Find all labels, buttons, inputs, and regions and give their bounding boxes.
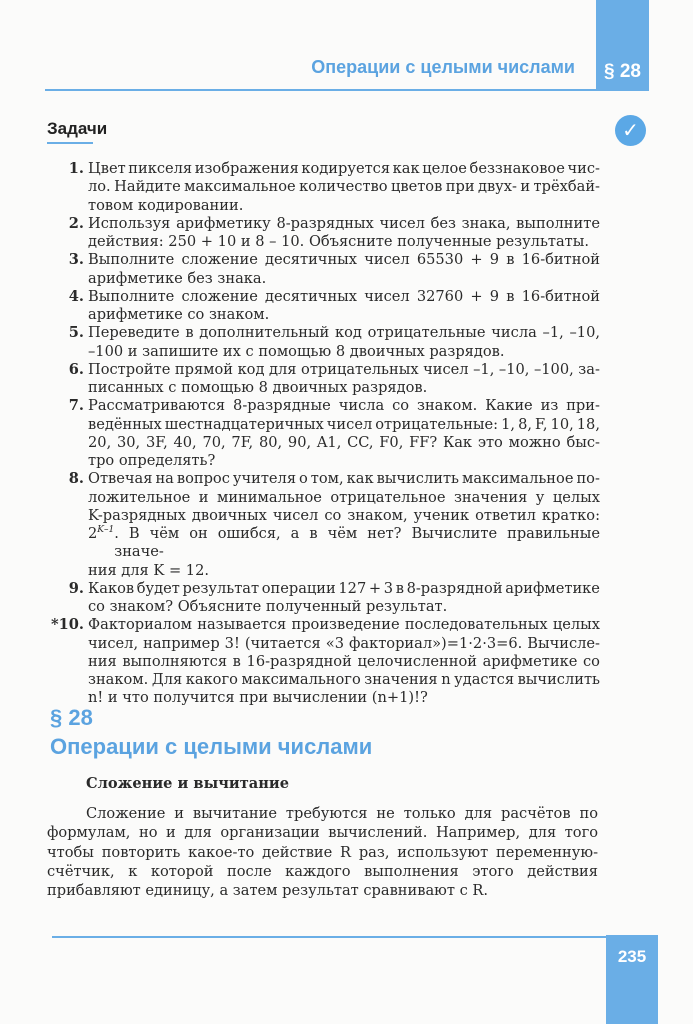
word: –100, bbox=[533, 360, 574, 378]
footer-divider bbox=[52, 936, 606, 938]
word: том, bbox=[310, 470, 344, 488]
formula bbox=[88, 525, 114, 562]
task-line: писанных с помощью 8 двоичных разрядов. bbox=[88, 379, 428, 396]
page-number: 235 bbox=[617, 947, 647, 966]
task-item bbox=[40, 288, 600, 325]
word: беззнаковое bbox=[469, 160, 565, 177]
word: и bbox=[520, 178, 531, 196]
body-paragraph bbox=[47, 804, 598, 900]
word: прямой bbox=[174, 360, 234, 378]
word: отрицательное bbox=[330, 488, 446, 506]
word: выполняются bbox=[122, 652, 228, 670]
task-line bbox=[88, 361, 600, 379]
word: 127 bbox=[338, 579, 367, 597]
section-tab-label: § 28 bbox=[604, 61, 641, 82]
word: 18, bbox=[576, 415, 600, 433]
word: чисел bbox=[326, 415, 373, 433]
word: двух- bbox=[477, 178, 517, 196]
word: кратко: bbox=[541, 506, 600, 524]
word: удастся bbox=[454, 671, 515, 688]
word: учителя bbox=[232, 470, 297, 488]
word: какого bbox=[185, 671, 238, 688]
word: максимальное bbox=[461, 470, 574, 488]
word: арифметику bbox=[176, 214, 271, 232]
task-item bbox=[40, 361, 600, 398]
word: знаком. bbox=[88, 671, 149, 688]
header-divider bbox=[45, 89, 596, 91]
word: чисел bbox=[364, 287, 410, 305]
word: при- bbox=[566, 397, 600, 415]
word: код bbox=[237, 360, 265, 378]
word: n bbox=[441, 671, 451, 688]
word: вычислить bbox=[517, 671, 600, 688]
task-number: 7. bbox=[68, 397, 84, 415]
word: максимального bbox=[241, 671, 361, 688]
task-item bbox=[40, 397, 600, 470]
word: 80, bbox=[258, 433, 283, 451]
task-line bbox=[88, 525, 600, 562]
word: трёхбай- bbox=[533, 178, 600, 196]
word: 7F, bbox=[231, 433, 254, 451]
word: Вычисле- bbox=[527, 634, 600, 652]
word: A1, bbox=[316, 433, 342, 451]
word: 70, bbox=[202, 433, 226, 451]
word: называется bbox=[197, 616, 287, 634]
task-line bbox=[88, 489, 600, 507]
running-title: Операции с целыми числами bbox=[311, 57, 575, 77]
word: количество bbox=[299, 178, 388, 196]
word: целых bbox=[552, 488, 600, 506]
word: это bbox=[477, 433, 503, 451]
word: со bbox=[392, 397, 410, 415]
word: FF? bbox=[409, 433, 438, 451]
word: как bbox=[392, 160, 420, 177]
task-line bbox=[88, 507, 600, 525]
word: пикселя bbox=[128, 160, 193, 177]
word: 16-битной bbox=[521, 251, 600, 269]
word: при bbox=[445, 178, 475, 196]
task-line: арифметике без знака. bbox=[88, 269, 267, 287]
word: 40, bbox=[173, 433, 197, 451]
word: кодируется bbox=[301, 160, 391, 177]
task-number: 5. bbox=[68, 324, 84, 342]
word: для bbox=[269, 360, 297, 378]
word: чисел, bbox=[88, 634, 139, 652]
word: на bbox=[155, 470, 174, 488]
word: максимальное bbox=[184, 178, 296, 196]
task-item bbox=[40, 324, 600, 361]
section-title: Операции с целыми числами bbox=[50, 734, 373, 759]
word: –10, bbox=[498, 360, 530, 378]
task-item bbox=[40, 215, 600, 252]
word: чис- bbox=[567, 160, 600, 177]
word: значения bbox=[453, 488, 528, 506]
word: в bbox=[506, 251, 515, 269]
word: 16-разрядной bbox=[246, 652, 352, 670]
task-line bbox=[88, 215, 600, 233]
word: как bbox=[346, 470, 374, 488]
task-line bbox=[88, 616, 600, 634]
task-line bbox=[88, 160, 600, 178]
word: со bbox=[583, 652, 600, 670]
word: в bbox=[506, 287, 515, 305]
task-line: ния для K = 12. bbox=[88, 561, 210, 579]
word: чисел bbox=[272, 506, 319, 524]
word: в bbox=[185, 324, 194, 342]
word: со bbox=[324, 506, 342, 524]
task-item bbox=[40, 580, 600, 617]
word: Рассматриваются bbox=[88, 397, 226, 415]
word: ученик bbox=[413, 506, 470, 524]
word: знаком, bbox=[347, 506, 408, 524]
word: без bbox=[430, 214, 456, 232]
word: Используя bbox=[88, 214, 171, 232]
word: Найдите bbox=[114, 178, 181, 196]
task-number: 1. bbox=[68, 160, 84, 177]
word: у bbox=[535, 488, 545, 506]
word: 9 bbox=[489, 251, 500, 269]
word: Как bbox=[442, 433, 473, 451]
tasks-heading: Задачи bbox=[47, 119, 108, 138]
word: десятичных bbox=[265, 287, 358, 305]
word: значения bbox=[364, 671, 438, 688]
word: 65530 bbox=[416, 251, 464, 269]
word: ния bbox=[88, 652, 117, 670]
word: арифметике bbox=[482, 652, 578, 670]
word: 10, bbox=[550, 415, 574, 433]
word: CC, bbox=[347, 433, 374, 451]
word: 20, bbox=[88, 433, 112, 451]
word: Выполните bbox=[88, 251, 175, 269]
word: отрицательные bbox=[367, 324, 486, 342]
task-line bbox=[88, 416, 600, 434]
task-list bbox=[40, 160, 600, 708]
page-number-tab bbox=[606, 935, 658, 1024]
task-item bbox=[40, 470, 600, 580]
word: Для bbox=[151, 671, 183, 688]
task-line: действия: 250 + 10 и 8 – 10. Объясните полученные результаты. bbox=[88, 233, 590, 250]
word: в bbox=[232, 652, 241, 670]
word: Выполните bbox=[88, 287, 175, 305]
word: Отвечая bbox=[88, 470, 153, 488]
formula-base: 2 bbox=[88, 525, 98, 542]
task-line bbox=[88, 397, 600, 415]
subheading: Сложение и вычитание bbox=[86, 775, 290, 792]
word: целое bbox=[422, 160, 467, 177]
word: будет bbox=[136, 579, 180, 597]
task-line bbox=[88, 251, 600, 269]
word: произведение bbox=[291, 616, 400, 634]
word: результат bbox=[182, 579, 260, 597]
word: 8-разрядной bbox=[406, 579, 503, 597]
word: знака, bbox=[461, 214, 511, 232]
task-line bbox=[88, 434, 600, 452]
word: за- bbox=[578, 360, 600, 378]
word: 9 bbox=[489, 287, 500, 305]
task-line: –100 и запишите их с помощью 8 двоичных разрядов. bbox=[88, 342, 505, 360]
word: (читается bbox=[244, 634, 321, 652]
word: числа bbox=[491, 324, 537, 342]
word: ложительное bbox=[88, 488, 191, 506]
task-line bbox=[88, 671, 600, 689]
word: например bbox=[143, 634, 220, 652]
task-line: со знаком? Объясните полученный результат. bbox=[88, 598, 448, 615]
word: 3F, bbox=[145, 433, 168, 451]
task-item bbox=[40, 616, 600, 707]
word: Факториалом bbox=[88, 616, 192, 634]
word: Постройте bbox=[88, 360, 171, 378]
word: 30, bbox=[116, 433, 141, 451]
tasks-heading-underline bbox=[47, 142, 93, 144]
word: сложение bbox=[181, 287, 258, 305]
task-line bbox=[88, 470, 600, 488]
word: и bbox=[198, 488, 209, 506]
word: –1, bbox=[542, 324, 564, 342]
word: целых bbox=[552, 616, 600, 634]
word: 32760 bbox=[416, 287, 464, 305]
word: 90, bbox=[287, 433, 312, 451]
word: чисел bbox=[423, 360, 469, 378]
word: вычислить bbox=[376, 470, 459, 488]
task-line: n! и что получится при вычислении (n+1)!? bbox=[88, 689, 428, 707]
word: можно bbox=[508, 433, 561, 451]
task-line-text: . В чём он ошибся, а в чём нет? Вычислите правильные значе- bbox=[114, 525, 600, 561]
task-number: *10. bbox=[50, 616, 84, 634]
word: «3 bbox=[325, 634, 344, 652]
task-line: товом кодировании. bbox=[88, 196, 244, 214]
task-line bbox=[88, 580, 600, 598]
word: 16-битной bbox=[521, 287, 600, 305]
word: Цвет bbox=[88, 160, 126, 177]
word: числа bbox=[338, 397, 385, 415]
task-line bbox=[88, 288, 600, 306]
task-number: 4. bbox=[68, 287, 84, 305]
word: о bbox=[299, 470, 308, 488]
word: шестнадцатеричных bbox=[164, 415, 324, 433]
word: сложение bbox=[181, 251, 258, 269]
task-line bbox=[88, 178, 600, 196]
task-number: 9. bbox=[68, 579, 84, 597]
word: быс- bbox=[566, 433, 600, 451]
task-number: 8. bbox=[68, 470, 84, 488]
word: арифметике bbox=[505, 579, 600, 597]
formula-exponent: K–1 bbox=[97, 525, 115, 536]
word: K-разрядных bbox=[88, 506, 186, 524]
word: по- bbox=[576, 470, 600, 488]
word: вопрос bbox=[176, 470, 230, 488]
word: целочисленной bbox=[357, 652, 477, 670]
word: код bbox=[335, 324, 362, 342]
word: двоичных bbox=[191, 506, 267, 524]
task-number: 2. bbox=[68, 214, 84, 232]
word: десятичных bbox=[265, 251, 358, 269]
word: изображения bbox=[194, 160, 299, 177]
word: ло. bbox=[88, 178, 111, 196]
word: отрицательных bbox=[301, 360, 419, 378]
word: знаком. bbox=[417, 397, 478, 415]
word: в bbox=[395, 579, 404, 597]
word: Каков bbox=[88, 579, 135, 597]
word: дополнительный bbox=[199, 324, 330, 342]
section-number: § 28 bbox=[50, 705, 93, 730]
word: 3! bbox=[224, 634, 240, 652]
task-line bbox=[88, 635, 600, 653]
word: + bbox=[470, 287, 483, 305]
word: 1, bbox=[501, 415, 516, 433]
word: отрицательные: bbox=[375, 415, 499, 433]
task-item bbox=[40, 160, 600, 215]
word: –10, bbox=[569, 324, 600, 342]
word: + bbox=[470, 251, 483, 269]
word: из bbox=[540, 397, 559, 415]
word: Какие bbox=[485, 397, 533, 415]
word: последовательных bbox=[404, 616, 548, 634]
word: чисел bbox=[364, 251, 410, 269]
task-number: 6. bbox=[68, 360, 84, 378]
paragraph-text: Сложение и вычитание требуются не только для расчётов по формулам, но и для организации вычислений. Например, для того чтобы повторить какое-то действие R раз, используют переменную-счётчик, к которой после каждого выполнения этого действия прибавляют единицу, а затем результат сравнивают с R. bbox=[47, 805, 598, 900]
word: 3 bbox=[383, 579, 394, 597]
task-item bbox=[40, 251, 600, 288]
word: F, bbox=[535, 415, 548, 433]
check-circle-icon: ✓ bbox=[615, 115, 646, 146]
word: цветов bbox=[390, 178, 443, 196]
word: минимальное bbox=[216, 488, 322, 506]
word: факториал»)=1·2·3=6. bbox=[348, 634, 523, 652]
task-line: тро определять? bbox=[88, 452, 216, 469]
task-line bbox=[88, 324, 600, 342]
word: 8-разрядных bbox=[276, 214, 374, 232]
word: 8, bbox=[518, 415, 532, 433]
word: чисел bbox=[379, 214, 425, 232]
task-number: 3. bbox=[68, 251, 84, 269]
task-line: арифметике со знаком. bbox=[88, 306, 270, 323]
word: ведённых bbox=[88, 415, 162, 433]
section-tab bbox=[596, 0, 649, 91]
word: операции bbox=[261, 579, 336, 597]
task-line bbox=[88, 653, 600, 671]
word: выполните bbox=[516, 214, 600, 232]
word: 8-разрядные bbox=[233, 397, 331, 415]
word: Переведите bbox=[88, 324, 180, 342]
word: F0, bbox=[379, 433, 404, 451]
word: ответил bbox=[475, 506, 536, 524]
word: + bbox=[368, 579, 382, 597]
word: –1, bbox=[473, 360, 495, 378]
